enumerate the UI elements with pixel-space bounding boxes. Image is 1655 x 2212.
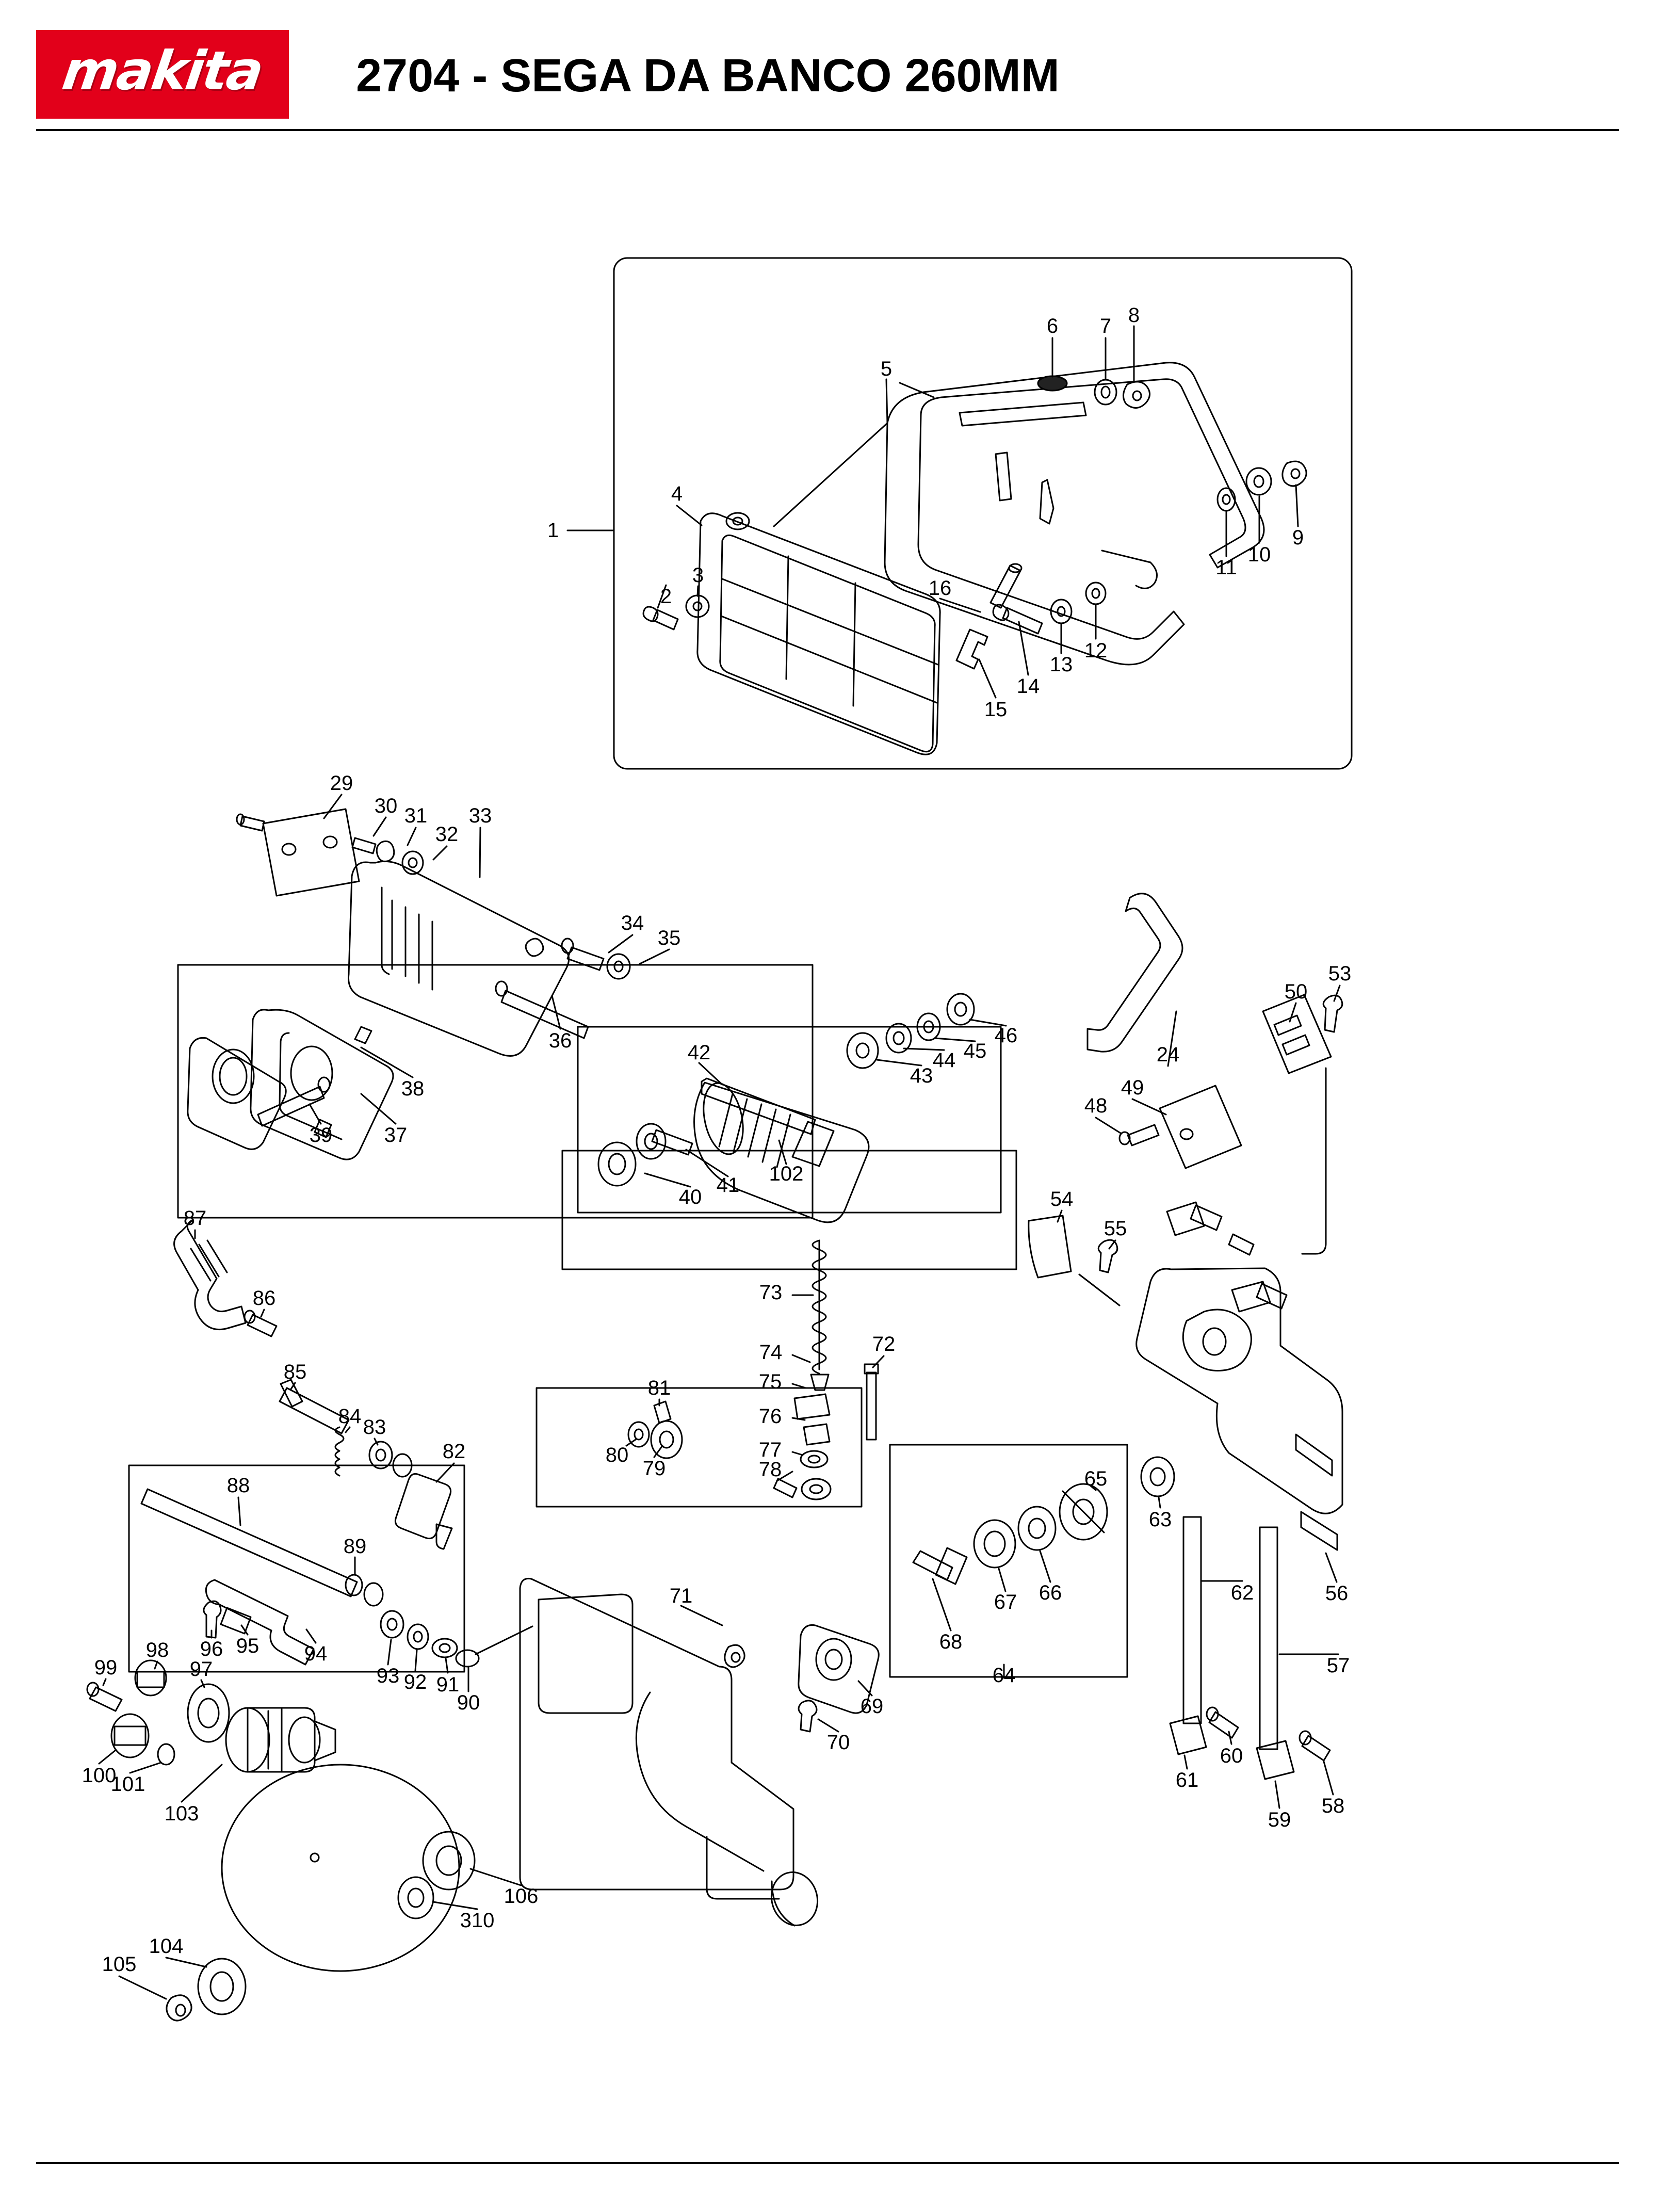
part-53 [1323,995,1342,1032]
callout-69: 69 [860,1695,884,1718]
callout-75: 75 [758,1370,782,1393]
callout-102: 102 [769,1162,804,1185]
part-10 [1246,468,1271,495]
callout-29: 29 [330,772,353,795]
part-79 [651,1421,682,1458]
part-6 [1038,376,1067,391]
callout-15: 15 [984,698,1008,721]
part-36 [501,991,588,1038]
callout-1: 1 [547,519,559,542]
callout-78: 78 [758,1458,782,1481]
callout-99: 99 [94,1656,118,1679]
callout-77: 77 [758,1439,782,1461]
callout-86: 86 [252,1287,276,1310]
callout-67: 67 [994,1591,1017,1613]
callout-11: 11 [1215,556,1237,579]
group-box-switch [537,1388,862,1507]
callout-10: 10 [1247,543,1271,566]
callout-57: 57 [1326,1654,1350,1677]
part-91 [432,1639,457,1657]
callout-48: 48 [1084,1094,1108,1117]
part-40 [598,1142,636,1186]
callout-76: 76 [758,1405,782,1428]
callout-32: 32 [435,823,459,846]
callout-101: 101 [110,1773,145,1796]
brand-name: makita [58,39,267,102]
callout-40: 40 [678,1186,702,1208]
callout-59: 59 [1268,1809,1291,1831]
callout-81: 81 [647,1377,671,1399]
callout-12: 12 [1084,639,1108,662]
part-100 [111,1714,149,1757]
callout-71: 71 [669,1585,693,1607]
part-50 [1263,995,1331,1073]
part-90 [456,1650,479,1667]
part-41 [637,1124,666,1159]
part-70 [799,1701,817,1732]
callout-97: 97 [189,1658,213,1681]
callout-66: 66 [1039,1581,1062,1604]
part-48 [1128,1125,1159,1145]
callout-60: 60 [1220,1745,1243,1767]
callout-56: 56 [1325,1582,1349,1605]
part-12 [1086,583,1106,604]
callout-73: 73 [759,1281,783,1304]
callout-37: 37 [384,1124,408,1147]
callout-9: 9 [1292,526,1304,549]
callout-3: 3 [692,564,704,587]
callout-104: 104 [149,1935,184,1958]
part-89 [346,1575,362,1595]
part-62 [1183,1517,1201,1723]
callout-91: 91 [436,1673,460,1696]
callout-103: 103 [164,1802,199,1825]
callout-68: 68 [939,1630,963,1653]
callout-89: 89 [343,1535,367,1558]
part-63 [1141,1457,1174,1496]
callout-106: 106 [504,1885,539,1908]
callout-62: 62 [1230,1581,1254,1604]
callout-14: 14 [1016,675,1040,698]
callout-2: 2 [660,585,672,608]
page-title: 2704 - SEGA DA BANCO 260MM [356,50,1060,102]
callout-65: 65 [1084,1467,1108,1490]
callout-34: 34 [621,912,644,934]
callout-42: 42 [687,1041,711,1064]
part-66 [1018,1507,1056,1550]
part-72 [867,1373,876,1440]
part-9 [1283,461,1306,486]
callout-55: 55 [1104,1217,1127,1240]
part-56-housing [1137,1268,1342,1513]
part-82 [395,1474,450,1538]
callout-79: 79 [642,1457,666,1480]
callout-105: 105 [102,1953,137,1976]
callout-95: 95 [236,1635,259,1657]
callout-72: 72 [872,1333,896,1355]
part-30 [352,838,376,853]
callout-61: 61 [1175,1769,1199,1791]
callout-87: 87 [183,1207,207,1230]
part-83 [369,1442,392,1468]
part-58 [1302,1736,1330,1761]
part-106 [423,1832,475,1890]
part-39 [258,1087,324,1126]
callout-44: 44 [932,1049,956,1072]
callout-82: 82 [442,1440,466,1463]
part-8 [1123,382,1149,408]
part-77 [801,1451,828,1467]
callout-100: 100 [82,1764,117,1787]
part-93 [381,1611,403,1638]
callout-43: 43 [910,1064,933,1087]
part-97 [188,1684,229,1742]
callout-58: 58 [1321,1795,1345,1817]
callout-8: 8 [1128,304,1140,327]
part-54 [1029,1216,1071,1278]
part-11 [1218,488,1235,511]
part-68 [913,1551,952,1580]
callout-49: 49 [1121,1076,1144,1099]
part-92 [408,1624,428,1649]
callout-88: 88 [226,1474,250,1497]
callout-310: 310 [460,1909,495,1932]
callout-38: 38 [401,1077,425,1100]
callout-63: 63 [1148,1508,1172,1531]
callout-5: 5 [880,358,893,380]
part-86 [248,1315,277,1336]
part-59 [1257,1741,1294,1779]
part-78 [802,1479,831,1499]
callout-13: 13 [1049,653,1073,676]
callout-24: 24 [1156,1043,1180,1066]
callout-93: 93 [376,1665,400,1687]
part-49 [1160,1086,1241,1168]
callout-70: 70 [826,1731,850,1754]
callout-16: 16 [928,577,952,600]
part-34 [567,947,604,970]
callout-92: 92 [403,1671,427,1693]
callout-33: 33 [468,804,492,827]
part-67 [974,1520,1015,1568]
part-84 [335,1427,344,1476]
callout-30: 30 [374,795,398,817]
callout-7: 7 [1099,315,1112,337]
part-101 [158,1744,174,1765]
part-3 [686,595,709,617]
part-95 [221,1608,251,1634]
part-105 [167,1995,191,2021]
base-frame [520,1578,793,1890]
callout-4: 4 [671,482,683,505]
part-99 [90,1687,122,1711]
callout-84: 84 [338,1405,362,1428]
part-310 [398,1877,433,1918]
part-29 [263,809,359,896]
part-35 [607,954,630,979]
part-98 [135,1660,166,1696]
callout-6: 6 [1046,315,1059,337]
part-75 [794,1394,830,1419]
part-76 [804,1424,830,1445]
callout-83: 83 [363,1416,386,1439]
callout-36: 36 [548,1029,572,1052]
part-78b [774,1479,797,1497]
part-60 [1209,1712,1238,1738]
part-24 [1088,894,1182,1052]
part-88 [141,1489,357,1596]
callout-54: 54 [1050,1188,1074,1210]
part-71 [725,1645,744,1667]
part-55 [1098,1240,1117,1272]
callout-74: 74 [759,1341,783,1364]
part-31 [377,841,394,861]
callout-96: 96 [200,1638,223,1660]
callout-46: 46 [994,1024,1018,1047]
callout-94: 94 [304,1642,328,1665]
callout-90: 90 [457,1691,480,1714]
callout-31: 31 [404,804,428,827]
callout-85: 85 [283,1361,307,1383]
part-43 [847,1033,878,1068]
part-87 [174,1220,246,1330]
callout-41: 41 [716,1174,740,1197]
callout-98: 98 [145,1639,169,1661]
part-57 [1260,1527,1277,1749]
part-81 [654,1401,671,1423]
callout-35: 35 [657,927,681,949]
part-15 [956,629,987,669]
callout-53: 53 [1328,962,1352,985]
callout-64: 64 [992,1664,1016,1687]
callout-80: 80 [605,1444,629,1466]
callout-45: 45 [963,1040,987,1062]
callout-50: 50 [1284,980,1308,1003]
callout-39: 39 [309,1124,333,1147]
